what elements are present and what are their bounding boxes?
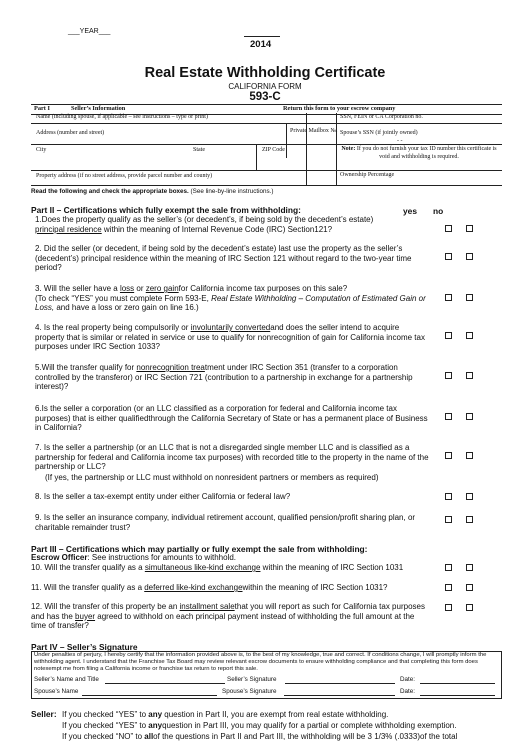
footer-line-2: If you checked “YES” to anyquestion in Part III, you may qualify for a partial or complete withholding exemption. <box>62 721 457 730</box>
part3-heading: Part III – Certifications which may partially or fully exempt the sale from withholding: <box>31 544 368 554</box>
question-9: 9. Is the seller an insurance company, individual retirement account, qualified pension/profit sharing plan, or charitable remainder trust? <box>35 513 416 532</box>
question-5: 5.Will the transfer qualify for nonrecognition treatment under IRC Section 351 (transfer to a corporation controlled by the transferor) or IRC Section 721 (contribution to a partnership in exchange for a partnership interest)? <box>35 363 413 392</box>
q7-no-checkbox[interactable] <box>466 452 473 459</box>
perjury-statement: Under penalties of perjury, I hereby certify that the information provided above is, to the best of my knowledge, true and correct. If conditions change, I will promptly inform the withholding agent. I understand that the Franchise Tax Board may review relevant escrow documents to ensure withholding compliance and that completing this form does notexempt me from filing a California income or franchise tax return to report this sale. <box>34 652 487 672</box>
q7-yes-checkbox[interactable] <box>445 452 452 459</box>
return-note: Return this form to your escrow company <box>283 105 396 112</box>
ssn-dashes: - - <box>397 138 403 144</box>
spouse-name-input[interactable] <box>82 695 217 696</box>
instructions-bold: Read the following and check the appropriate boxes. <box>31 188 189 195</box>
question-3: 3. Will the seller have a loss or zero gainfor California income tax purposes on this sale? (To check “YES” you must complete Form 593-E, Real Estate Withholding – Computation of Estimated Gain or Loss, and have a loss or zero gain on line 16.) <box>35 284 426 313</box>
q10-yes-checkbox[interactable] <box>445 564 452 571</box>
instructions-normal: (See line-by-line instructions.) <box>188 188 274 195</box>
seller-date-label: Date: <box>400 676 416 683</box>
spouse-name-label: Spouse’s Name <box>34 688 79 695</box>
seller-footer-text <box>62 709 522 742</box>
city-field[interactable]: City <box>36 147 47 153</box>
question-10: 10. Will the transfer qualify as a simultaneous like-kind exchange within the meaning of IRC Section 1031 <box>31 563 404 572</box>
question-12: 12. Will the transfer of this property be an installment salethat you will report as such for California tax purposes and has the buyer agreed to withhold on each principal payment instead of withholding the full amount at the time of transfer? <box>31 602 425 631</box>
q2-yes-checkbox[interactable] <box>445 253 452 260</box>
spouse-date-input[interactable] <box>420 695 495 696</box>
question-7-note: (If yes, the partnership or LLC must withhold on nonresident partners or members as required) <box>45 473 379 482</box>
q1-yes-checkbox[interactable] <box>445 225 452 232</box>
no-header: no <box>433 206 444 216</box>
footer-line-3: If you checked “NO” to allof the questions in Part II and Part III, the withholding will be 3 1/3% (.0333)of the total <box>62 732 458 741</box>
spouse-signature-label: Spouse’s Signature <box>222 688 277 695</box>
ownership-field[interactable]: Ownership Percentage <box>340 172 395 178</box>
q3-yes-checkbox[interactable] <box>445 294 452 301</box>
spouse-signature-input[interactable] <box>284 695 395 696</box>
q2-no-checkbox[interactable] <box>466 253 473 260</box>
question-2: 2. Did the seller (or decedent, if being sold by the decedent’s estate) last use the property as the seller’s (decedent’s) principal residence within the meaning of IRC Section 121 without regard to the two-year time period? <box>35 244 412 273</box>
q9-no-checkbox[interactable] <box>466 516 473 523</box>
q9-yes-checkbox[interactable] <box>445 516 452 523</box>
seller-signature-input[interactable] <box>285 683 395 684</box>
q1-no-checkbox[interactable] <box>466 225 473 232</box>
q12-yes-checkbox[interactable] <box>445 604 452 611</box>
yes-header: yes <box>403 206 417 216</box>
form-year: 2014 <box>250 39 272 50</box>
spouse-date-label: Date: <box>400 688 416 695</box>
q5-yes-checkbox[interactable] <box>445 372 452 379</box>
address-field[interactable]: Address (number and street) <box>36 130 105 136</box>
question-6: 6.Is the seller a corporation (or an LLC classified as a corporation for federal and California income tax purposes) that is either qualifiedthrough the California Secretary of State or has a permanent place of Business in California? <box>35 404 428 433</box>
q5-no-checkbox[interactable] <box>466 372 473 379</box>
q4-no-checkbox[interactable] <box>466 332 473 339</box>
q12-no-checkbox[interactable] <box>466 604 473 611</box>
escrow-officer-note: Escrow Officer: See instructions for amounts to withhold. <box>31 553 236 562</box>
seller-date-input[interactable] <box>420 683 495 684</box>
question-11: 11. Will the transfer qualify as a deferred like-kind exchangewithin the meaning of IRC Section 1031? <box>31 583 388 592</box>
form-subtitle: CALIFORNIA FORM <box>228 82 302 91</box>
year-label: ___YEAR___ <box>68 28 111 35</box>
question-1: 1.Does the property qualify as the seller’s (or decedent’s, if being sold by the decedent’s estate) principal residence within the meaning of Internal Revenue Code (IRC) Section121? <box>35 215 374 234</box>
seller-name-label: Seller’s Name and Title <box>34 676 99 683</box>
pmb-field[interactable]: Private Mailbox №. <box>290 128 338 134</box>
note-text: If you do not furnish your tax ID number this certificate is void and withholding is required. <box>355 146 497 160</box>
name-field[interactable]: Name (including spouse, if applicable – see instructions – type or print) <box>36 114 208 120</box>
q10-no-checkbox[interactable] <box>466 564 473 571</box>
question-7: 7. Is the seller a partnership (or an LLC that is not a disregarded single member LLC and is classified as a partnership for federal and California income tax purposes) with recorded title to the property in the name of the partnership or LLC? <box>35 443 429 472</box>
part1-label: Part I <box>34 105 50 112</box>
q8-no-checkbox[interactable] <box>466 493 473 500</box>
question-8: 8. Is the seller a tax-exempt entity under either California or federal law? <box>35 492 291 501</box>
footer-line-1: If you checked “YES” to any question in Part II, you are exempt from real estate withholding. <box>62 710 389 719</box>
question-4: 4. Is the real property being compulsorily or involuntarily convertedand does the seller intend to acquire property that is similar or related in service or use to qualify for nonrecognition of gain for California income tax purposes under IRC Section 1033? <box>35 323 425 352</box>
tax-id-note <box>340 146 498 161</box>
part1-heading: Seller’s Information <box>71 105 126 112</box>
seller-footer-label: Seller: <box>31 709 57 719</box>
q11-no-checkbox[interactable] <box>466 584 473 591</box>
state-field[interactable]: State <box>193 147 205 153</box>
q6-yes-checkbox[interactable] <box>445 413 452 420</box>
property-address-field[interactable]: Property address (if no street address, provide parcel number and county) <box>36 173 213 179</box>
seller-name-input[interactable] <box>105 683 225 684</box>
q4-yes-checkbox[interactable] <box>445 332 452 339</box>
q11-yes-checkbox[interactable] <box>445 584 452 591</box>
ssn-field[interactable]: SSN, FEIN or CA Corporation no. <box>340 114 423 120</box>
spouse-ssn-field[interactable]: Spouse’s SSN (if jointly owned) <box>340 130 418 136</box>
note-bold: Note: <box>341 146 356 152</box>
form-number: 593-C <box>249 91 281 103</box>
seller-signature-label: Seller’s Signature <box>227 676 277 683</box>
q3-no-checkbox[interactable] <box>466 294 473 301</box>
zip-field[interactable]: ZIP Code <box>262 147 285 153</box>
part2-heading: Part II – Certifications which fully exempt the sale from withholding: <box>31 205 301 215</box>
form-title: Real Estate Withholding Certificate <box>144 65 386 81</box>
q8-yes-checkbox[interactable] <box>445 493 452 500</box>
instructions-line <box>31 188 274 195</box>
q6-no-checkbox[interactable] <box>466 413 473 420</box>
part4-heading: Part IV – Seller’s Signature <box>31 642 138 652</box>
